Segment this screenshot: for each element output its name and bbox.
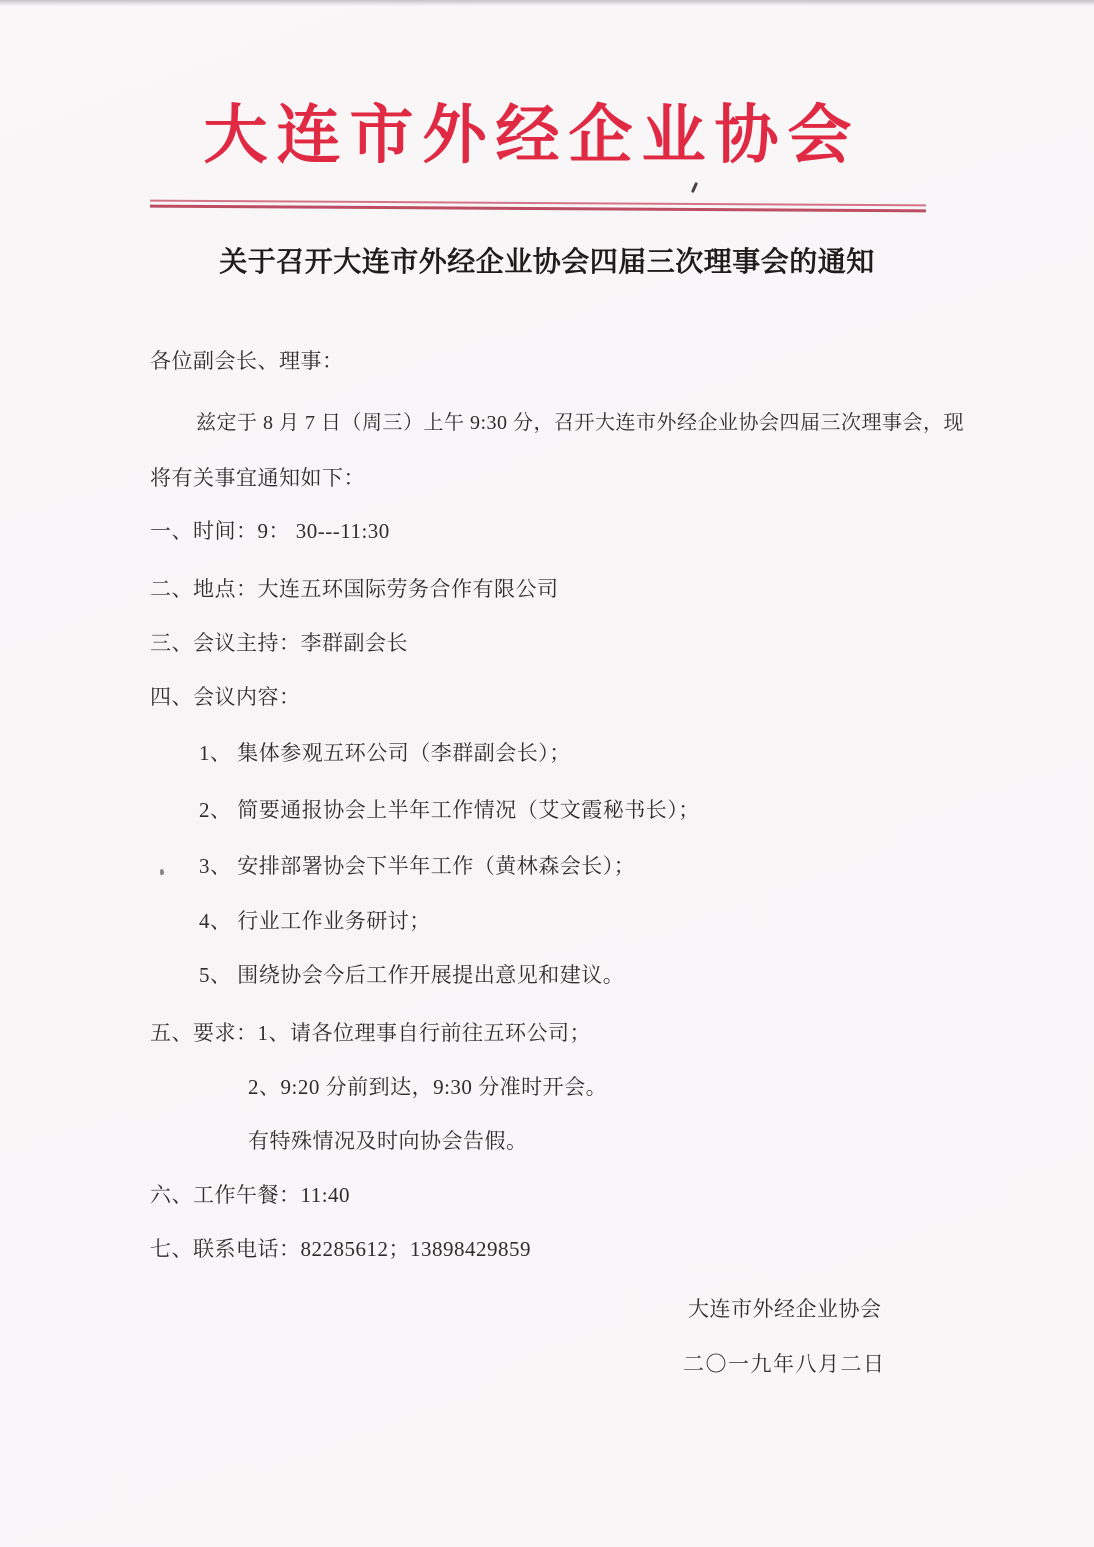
scan-speck-dot (159, 869, 164, 876)
requirement-line-2: 2、9:20 分前到达，9:30 分准时开会。 (248, 1075, 608, 1099)
salutation: 各位副会长、理事： (150, 349, 344, 373)
letterhead-title: 大连市外经企业协会 (203, 100, 861, 171)
item-agenda-heading: 四、会议内容： (150, 685, 301, 709)
item-host: 三、会议主持：李群副会长 (150, 631, 408, 655)
requirement-line-3: 有特殊情况及时向协会告假。 (248, 1129, 528, 1153)
intro-line-2: 将有关事宜通知如下： (150, 466, 365, 490)
item-location: 二、地点：大连五环国际劳务合作有限公司 (150, 577, 559, 601)
agenda-item-1: 1、 集体参观五环公司（李群副会长）； (199, 741, 571, 765)
signature-date: 二〇一九年八月二日 (683, 1352, 886, 1376)
agenda-item-5: 5、 围绕协会今后工作开展提出意见和建议。 (199, 963, 625, 987)
scan-speck-tick (691, 182, 698, 193)
item-lunch: 六、工作午餐：11:40 (150, 1183, 351, 1207)
signature-org: 大连市外经企业协会 (688, 1297, 882, 1321)
scan-top-edge (0, 0, 1094, 6)
letterhead-double-rule (150, 200, 926, 213)
item-requirements: 五、要求：1、请各位理事自行前往五环公司； (150, 1021, 591, 1045)
agenda-item-3: 3、 安排部署协会下半年工作（黄林森会长）； (199, 854, 636, 878)
agenda-item-2: 2、 简要通报协会上半年工作情况（艾文霞秘书长）； (199, 798, 700, 822)
intro-line-1: 兹定于 8 月 7 日（周三）上午 9:30 分，召开大连市外经企业协会四届三次理事会，现 (196, 412, 965, 434)
notice-title: 关于召开大连市外经企业协会四届三次理事会的通知 (219, 247, 875, 278)
item-contact: 七、联系电话：82285612；13898429859 (150, 1237, 531, 1261)
item-time: 一、时间：9： 30---11:30 (150, 519, 390, 543)
agenda-item-4: 4、 行业工作业务研讨； (199, 909, 431, 933)
